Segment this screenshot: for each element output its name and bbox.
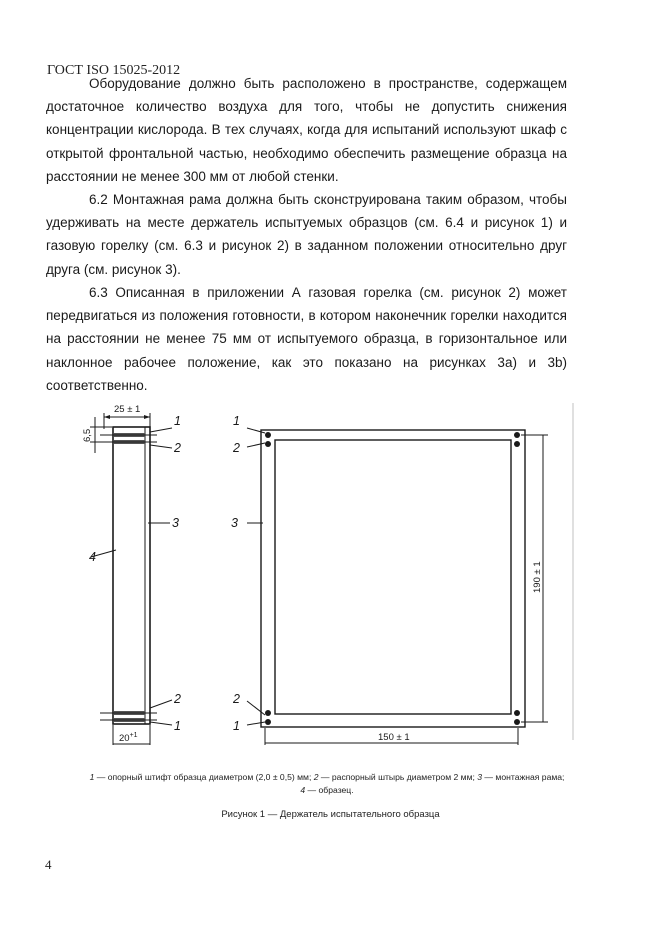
legend-text-1: — опорный штифт образца диаметром (2,0 ± 0,5) мм; (94, 772, 314, 782)
legend-key-1: 1 (89, 772, 95, 782)
legend-text-4: — образец. (305, 785, 354, 795)
page-number: 4 (45, 857, 52, 872)
legend-text-2: — распорный штырь диаметром 2 мм; (318, 772, 478, 782)
callout-1-side-top: 1 (174, 414, 181, 428)
leader-side-2-top (150, 445, 172, 448)
standard-header: ГОСТ ISO 15025-2012 (47, 63, 181, 78)
front-view-pins (265, 432, 520, 725)
dimension-label-side-bottom-width-tolerance: +1 (129, 732, 138, 739)
legend-key-4: 4 (300, 785, 306, 795)
figure-legend (62, 771, 592, 797)
dimension-label-front-width: 150 ± 1 (378, 732, 410, 743)
side-view-bottom-pins (100, 711, 157, 722)
callout-4-side: 4 (89, 550, 96, 564)
callout-2-side-bottom: 2 (174, 692, 181, 706)
front-view-outer-frame (261, 430, 525, 727)
legend-key-3: 3 (477, 772, 483, 782)
front-view-inner-opening (275, 440, 511, 714)
figure-caption: Рисунок 1 — Держатель испытательного образца (221, 809, 440, 820)
callout-1-front-bottom: 1 (233, 719, 240, 733)
dimension-label-side-bottom-width (119, 732, 138, 744)
specimen-holder-drawing (0, 395, 661, 745)
callout-1-front-top: 1 (233, 414, 240, 428)
dimension-label-side-top-width: 25 ± 1 (114, 404, 141, 415)
callout-1-side-bottom: 1 (174, 719, 181, 733)
callout-2-side-top: 2 (174, 441, 181, 455)
callout-3-front: 3 (231, 516, 238, 530)
dimension-label-side-bottom-width-value: 20 (119, 733, 130, 744)
legend-text-3: — монтажная рама; (482, 772, 565, 782)
dimension-label-front-height: 190 ± 1 (532, 561, 543, 593)
leader-front-1-bottom (247, 722, 265, 725)
dimension-label-side-offset: 6,5 (82, 428, 93, 442)
paragraph-6-2-mounting-frame: 6.2 Монтажная рама должна быть сконструирована таким образом, чтобы удерживать на месте держатель испытуемых образцов (см. 6.4 и рисунок 1) и газовую горелку (см. 6.3 и рисунок 2) в заданном положении относительно друг друга (см. рисунок 3). (46, 192, 567, 277)
leader-side-2-bottom (150, 700, 172, 708)
leader-front-2-top (247, 443, 265, 447)
side-view-frame (113, 427, 150, 724)
paragraph-equipment-placement: Оборудование должно быть расположено в пространстве, содержащем достаточное количество воздуха для того, чтобы не допустить снижения концентрации кислорода. В тех случаях, когда для испытаний используют шкаф с открытой фронтальной частью, необходимо обеспечить размещение образца на расстоянии не менее 300 мм от любой стенки. (46, 76, 567, 184)
figure-specimen-holder (0, 395, 661, 745)
callout-3-side: 3 (172, 516, 179, 530)
callout-2-front-top: 2 (233, 441, 240, 455)
paragraph-6-3-gas-burner: 6.3 Описанная в приложении А газовая горелка (см. рисунок 2) может передвигаться из положения готовности, в котором наконечник горелки находится на расстоянии не менее 75 мм от испытуемого образца, в горизонтальное или наклонное рабочее положение, как это показано на рисунках 3а) и 3b) соответственно. (46, 285, 567, 393)
leader-front-2-bottom (247, 701, 265, 715)
legend-key-2: 2 (313, 772, 319, 782)
leader-side-1-top (150, 428, 172, 432)
callout-2-front-bottom: 2 (233, 692, 240, 706)
leader-side-1-bottom (150, 722, 172, 725)
